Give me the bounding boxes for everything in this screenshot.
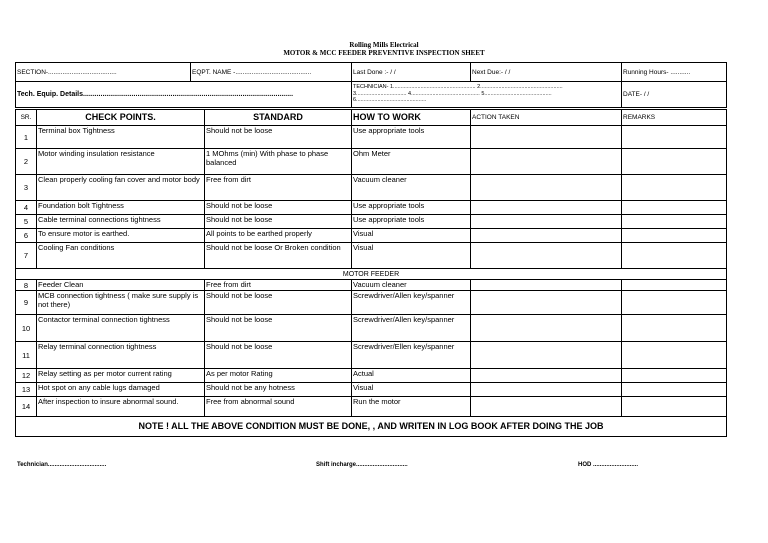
table-row bbox=[16, 397, 727, 417]
standard-cell: Should not be loose bbox=[205, 342, 352, 369]
last-done-field[interactable]: Last Done :- / / bbox=[352, 63, 471, 82]
check-point-cell: Contactor terminal connection tightness bbox=[37, 315, 205, 342]
standard-cell: Should not be loose bbox=[205, 215, 352, 229]
standard-cell: Free from dirt bbox=[205, 280, 352, 291]
sr-cell: 1 bbox=[16, 126, 37, 149]
action-taken-cell[interactable] bbox=[471, 280, 622, 291]
standard-cell: 1 MOhms (min) With phase to phase balanced bbox=[205, 149, 352, 175]
sr-cell: 8 bbox=[16, 280, 37, 291]
how-to-work-cell: Vacuum cleaner bbox=[352, 175, 471, 201]
standard-cell: Should not be loose bbox=[205, 315, 352, 342]
action-taken-cell[interactable] bbox=[471, 149, 622, 175]
check-point-cell: Motor winding insulation resistance bbox=[37, 149, 205, 175]
action-taken-cell[interactable] bbox=[471, 291, 622, 315]
action-taken-cell[interactable] bbox=[471, 243, 622, 269]
hod-signature[interactable]: HOD ........................... bbox=[578, 462, 639, 468]
technician-line-2[interactable]: 3................................. 4............................................. 5............................................ bbox=[353, 90, 552, 97]
how-to-work-cell: Screwdriver/Ellen key/spanner bbox=[352, 342, 471, 369]
table-row bbox=[16, 369, 727, 383]
remarks-cell[interactable] bbox=[622, 215, 727, 229]
running-hours-field[interactable]: Running Hours- ........... bbox=[622, 63, 727, 82]
check-point-cell: MCB connection tightness ( make sure supply is not there) bbox=[37, 291, 205, 315]
check-point-cell: Foundation bolt Tightness bbox=[37, 201, 205, 215]
remarks-cell[interactable] bbox=[622, 175, 727, 201]
check-point-cell: Relay setting as per motor current rating bbox=[37, 369, 205, 383]
sr-cell: 14 bbox=[16, 397, 37, 417]
remarks-cell[interactable] bbox=[622, 383, 727, 397]
sr-cell: 5 bbox=[16, 215, 37, 229]
table-row bbox=[16, 126, 727, 149]
sr-cell: 11 bbox=[16, 342, 37, 369]
table-row bbox=[16, 383, 727, 397]
standard-cell: All points to be earthed properly bbox=[205, 229, 352, 243]
standard-cell: Free from abnormal sound bbox=[205, 397, 352, 417]
action-taken-cell[interactable] bbox=[471, 215, 622, 229]
standard-cell: Should not be loose Or Broken condition bbox=[205, 243, 352, 269]
check-point-cell: Relay terminal connection tightness bbox=[37, 342, 205, 369]
shift-incharge-signature[interactable]: Shift incharge............................... bbox=[316, 462, 408, 468]
table-row bbox=[16, 215, 727, 229]
remarks-cell[interactable] bbox=[622, 149, 727, 175]
action-taken-cell[interactable] bbox=[471, 369, 622, 383]
col-remarks: REMARKS bbox=[622, 110, 727, 126]
table-row bbox=[16, 280, 727, 291]
table-row bbox=[16, 315, 727, 342]
check-point-cell: Cooling Fan conditions bbox=[37, 243, 205, 269]
table-row bbox=[16, 149, 727, 175]
remarks-cell[interactable] bbox=[622, 280, 727, 291]
remarks-cell[interactable] bbox=[622, 342, 727, 369]
how-to-work-cell: Screwdriver/Allen key/spanner bbox=[352, 291, 471, 315]
sr-cell: 6 bbox=[16, 229, 37, 243]
company-name: Rolling Mills Electrical bbox=[349, 41, 419, 49]
standard-cell: Should not be loose bbox=[205, 201, 352, 215]
technician-signature[interactable]: Technician................................... bbox=[17, 462, 107, 468]
how-to-work-cell: Visual bbox=[352, 243, 471, 269]
remarks-cell[interactable] bbox=[622, 291, 727, 315]
standard-cell: As per motor Rating bbox=[205, 369, 352, 383]
col-how-to-work: HOW TO WORK bbox=[352, 110, 471, 126]
check-point-cell: Cable terminal connections tightness bbox=[37, 215, 205, 229]
standard-cell: Should not be any hotness bbox=[205, 383, 352, 397]
standard-cell: Free from dirt bbox=[205, 175, 352, 201]
tech-equip-details-field[interactable]: Tech. Equip. Details............................................................................................................ bbox=[16, 82, 352, 108]
eqpt-name-field[interactable]: EQPT. NAME -.......................................... bbox=[191, 63, 352, 82]
action-taken-cell[interactable] bbox=[471, 342, 622, 369]
sr-cell: 7 bbox=[16, 243, 37, 269]
how-to-work-cell: Visual bbox=[352, 383, 471, 397]
action-taken-cell[interactable] bbox=[471, 383, 622, 397]
remarks-cell[interactable] bbox=[622, 315, 727, 342]
sr-cell: 4 bbox=[16, 201, 37, 215]
check-point-cell: After inspection to insure abnormal sound. bbox=[37, 397, 205, 417]
sr-cell: 13 bbox=[16, 383, 37, 397]
how-to-work-cell: Use appropriate tools bbox=[352, 126, 471, 149]
action-taken-cell[interactable] bbox=[471, 397, 622, 417]
remarks-cell[interactable] bbox=[622, 369, 727, 383]
next-due-field[interactable]: Next Due:- / / bbox=[471, 63, 622, 82]
action-taken-cell[interactable] bbox=[471, 201, 622, 215]
how-to-work-cell: Use appropriate tools bbox=[352, 215, 471, 229]
col-action-taken: ACTION TAKEN bbox=[471, 110, 622, 126]
section-motor-feeder: MOTOR FEEDER bbox=[16, 269, 727, 280]
technician-line-3[interactable]: 6.............................................. bbox=[353, 97, 427, 103]
check-point-cell: Clean properly cooling fan cover and motor body bbox=[37, 175, 205, 201]
remarks-cell[interactable] bbox=[622, 126, 727, 149]
sr-cell: 12 bbox=[16, 369, 37, 383]
how-to-work-cell: Use appropriate tools bbox=[352, 201, 471, 215]
sr-cell: 9 bbox=[16, 291, 37, 315]
sheet-title: MOTOR & MCC FEEDER PREVENTIVE INSPECTION SHEET bbox=[283, 49, 485, 57]
technician-line-1[interactable]: TECHNICIAN- 1...................................................... 2...................................................... bbox=[353, 84, 563, 90]
action-taken-cell[interactable] bbox=[471, 126, 622, 149]
remarks-cell[interactable] bbox=[622, 397, 727, 417]
table-row bbox=[16, 229, 727, 243]
inspection-table bbox=[15, 109, 727, 437]
table-row bbox=[16, 342, 727, 369]
col-sr: SR. bbox=[16, 110, 37, 126]
check-point-cell: Hot spot on any cable lugs damaged bbox=[37, 383, 205, 397]
action-taken-cell[interactable] bbox=[471, 175, 622, 201]
standard-cell: Should not be loose bbox=[205, 126, 352, 149]
how-to-work-cell: Actual bbox=[352, 369, 471, 383]
remarks-cell[interactable] bbox=[622, 201, 727, 215]
section-field[interactable]: SECTION-...................................... bbox=[16, 63, 191, 82]
how-to-work-cell: Ohm Meter bbox=[352, 149, 471, 175]
action-taken-cell[interactable] bbox=[471, 315, 622, 342]
remarks-cell[interactable] bbox=[622, 243, 727, 269]
date-field[interactable]: DATE- / / bbox=[622, 82, 727, 108]
how-to-work-cell: Visual bbox=[352, 229, 471, 243]
note-text: NOTE ! ALL THE ABOVE CONDITION MUST BE DONE, , AND WRITEN IN LOG BOOK AFTER DOING THE JOB bbox=[16, 417, 727, 437]
standard-cell: Should not be loose bbox=[205, 291, 352, 315]
how-to-work-cell: Vacuum cleaner bbox=[352, 280, 471, 291]
table-row bbox=[16, 201, 727, 215]
sr-cell: 2 bbox=[16, 149, 37, 175]
check-point-cell: Terminal box Tightness bbox=[37, 126, 205, 149]
col-standard: STANDARD bbox=[205, 110, 352, 126]
sr-cell: 10 bbox=[16, 315, 37, 342]
how-to-work-cell: Screwdriver/Allen key/spanner bbox=[352, 315, 471, 342]
check-point-cell: Feeder Clean bbox=[37, 280, 205, 291]
info-table bbox=[15, 62, 727, 108]
table-row bbox=[16, 175, 727, 201]
action-taken-cell[interactable] bbox=[471, 229, 622, 243]
check-point-cell: To ensure motor is earthed. bbox=[37, 229, 205, 243]
table-row bbox=[16, 243, 727, 269]
sr-cell: 3 bbox=[16, 175, 37, 201]
table-row bbox=[16, 291, 727, 315]
how-to-work-cell: Run the motor bbox=[352, 397, 471, 417]
remarks-cell[interactable] bbox=[622, 229, 727, 243]
col-check-points: CHECK POINTS. bbox=[37, 110, 205, 126]
